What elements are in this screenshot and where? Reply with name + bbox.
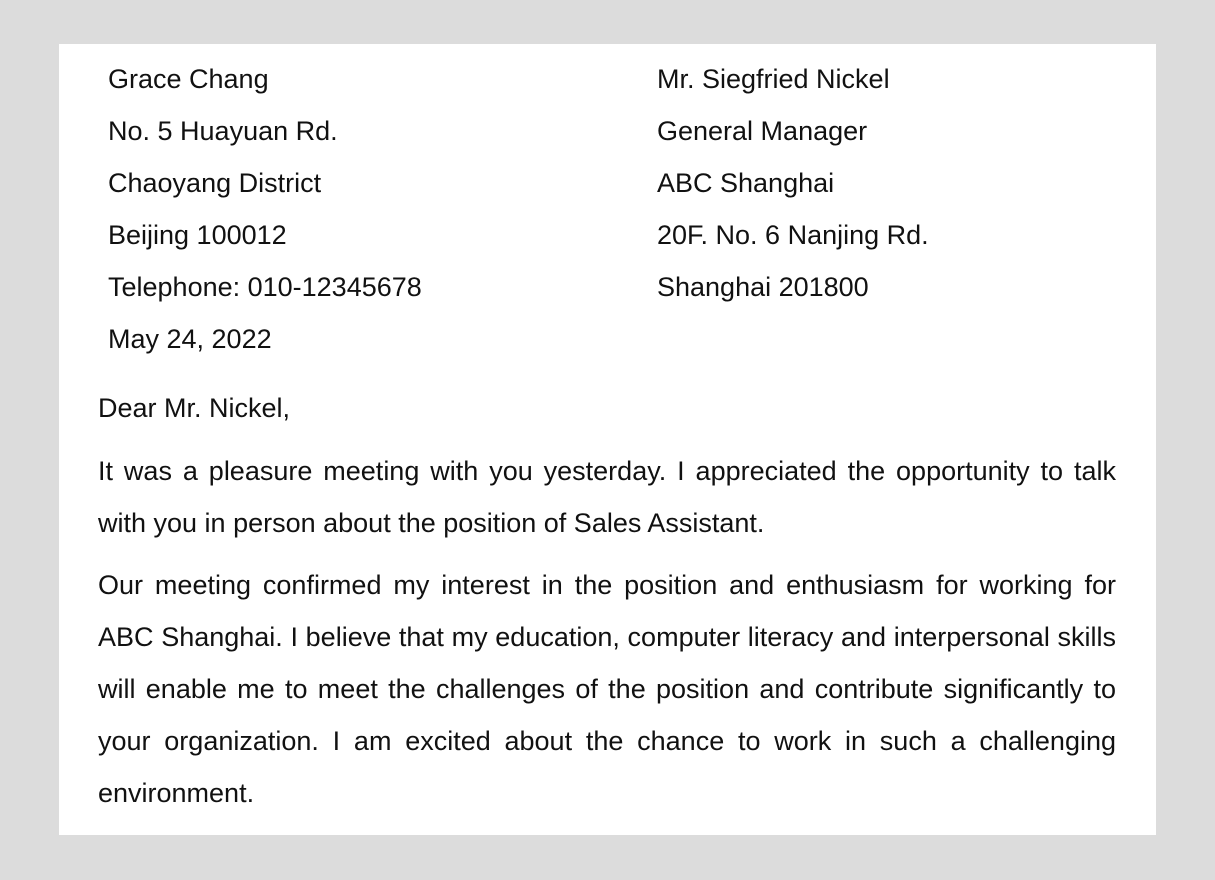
letter-date: May 24, 2022 [108, 324, 272, 354]
paragraph-1: It was a pleasure meeting with you yesterday. I appreciated the opportunity to talk with you in person about the position of Sales Assistant. [98, 456, 1116, 538]
recipient-title: General Manager [657, 116, 868, 146]
sender-city: Beijing 100012 [108, 220, 287, 250]
sender-address-block [108, 58, 422, 370]
letter-page [59, 44, 1156, 835]
sender-district: Chaoyang District [108, 168, 322, 198]
recipient-address-block [657, 58, 929, 318]
recipient-name: Mr. Siegfried Nickel [657, 64, 890, 94]
paragraph-2: Our meeting confirmed my interest in the position and enthusiasm for working for ABC Shanghai. I believe that my education, computer literacy and interpersonal skills will enable me to meet the challenges of the position and contribute significantly to your organization. I am excited about the chance to work in such a challenging environment. [98, 570, 1116, 808]
sender-telephone: Telephone: 010-12345678 [108, 272, 422, 302]
salutation: Dear Mr. Nickel, [98, 393, 291, 423]
sender-street: No. 5 Huayuan Rd. [108, 116, 338, 146]
sender-name: Grace Chang [108, 64, 269, 94]
recipient-city: Shanghai 201800 [657, 272, 869, 302]
recipient-street: 20F. No. 6 Nanjing Rd. [657, 220, 929, 250]
recipient-company: ABC Shanghai [657, 168, 835, 198]
